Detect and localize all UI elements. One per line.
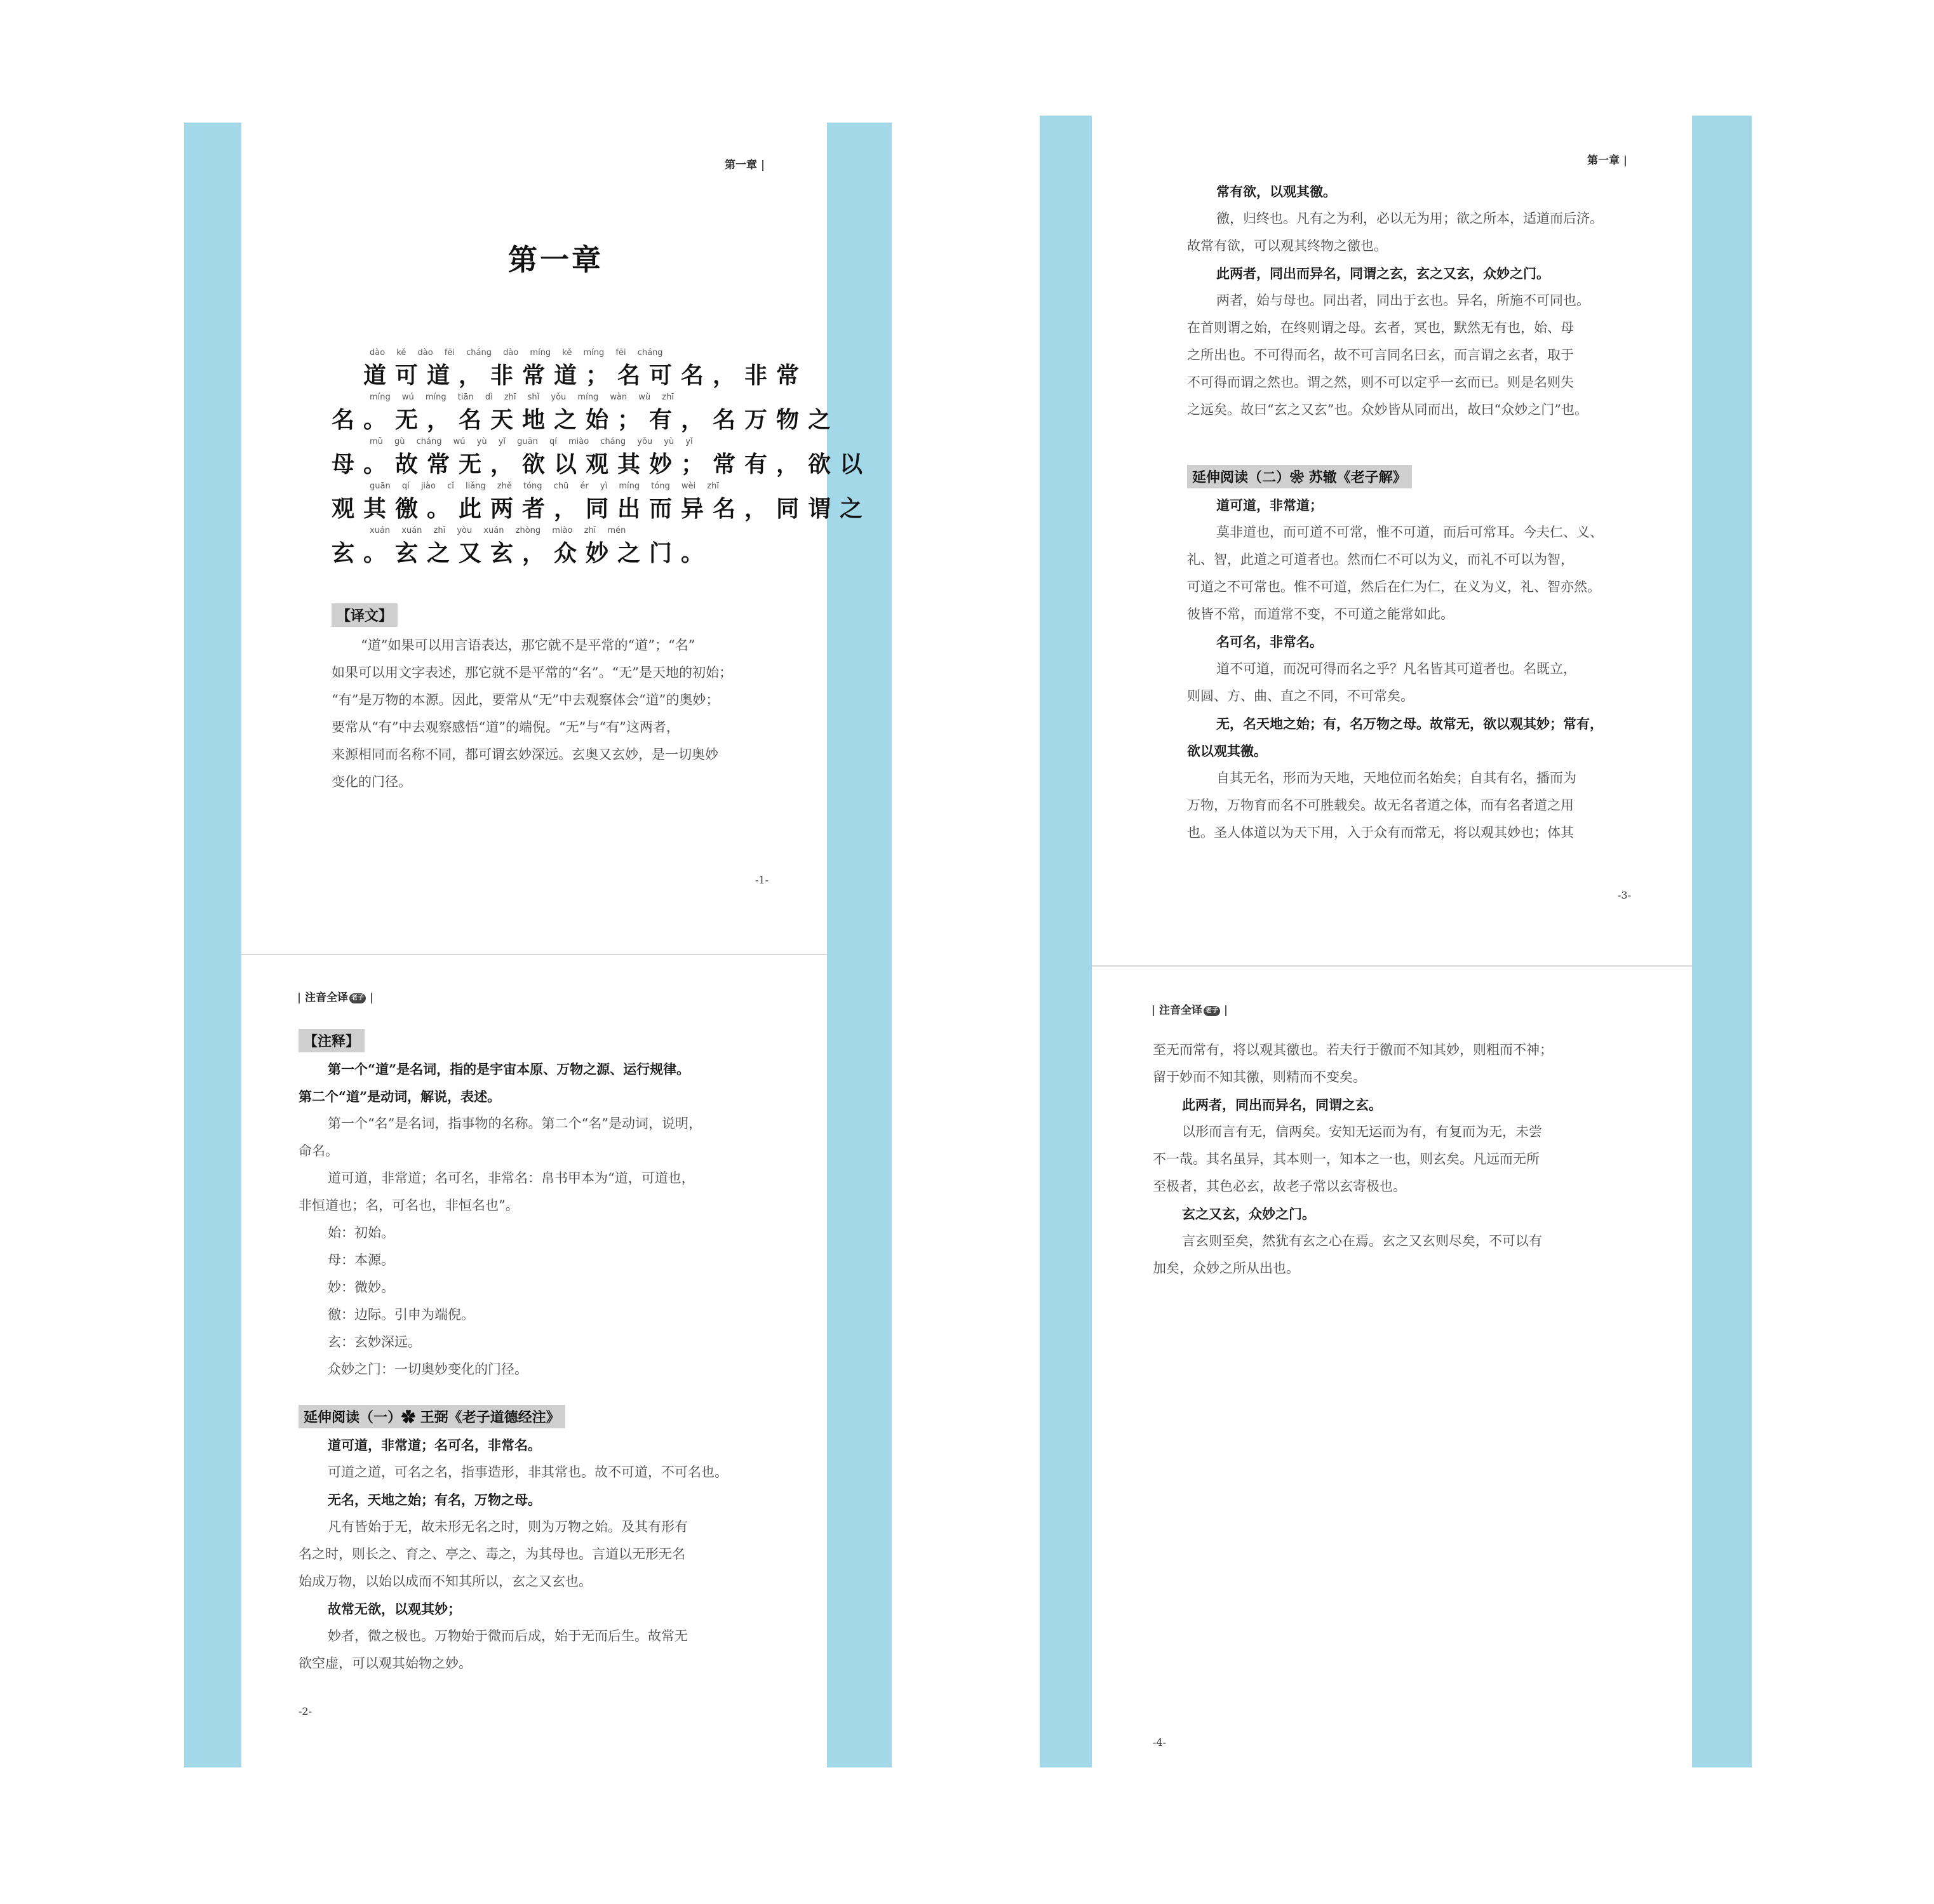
running-header bbox=[1587, 151, 1631, 167]
text-line: 礼、智，此道之可道者也。然而仁不可以为义，而礼不可以为智， bbox=[1187, 552, 1574, 567]
running-header-book bbox=[299, 988, 377, 1004]
text-line: 留于妙而不知其徼，则精而不变矣。 bbox=[1153, 1069, 1366, 1085]
text-line: 众妙之门：一切奥妙变化的门径。 bbox=[328, 1362, 528, 1377]
text-line: 玄之又玄，众妙之门。 bbox=[1182, 1206, 1315, 1222]
translation-line: “道”如果可以用言语表达，那它就不是平常的“道”；“名” bbox=[361, 638, 695, 653]
translation-label: 【译文】 bbox=[332, 603, 398, 627]
text-line: 无名，天地之始；有名，万物之母。 bbox=[328, 1492, 541, 1508]
text-line: 此两者，同出而异名，同谓之玄，玄之又玄，众妙之门。 bbox=[1216, 265, 1550, 281]
text-line: 以形而言有无，信两矣。安知无运而为有，有复而为无，未尝 bbox=[1182, 1124, 1542, 1139]
original-text-line bbox=[332, 392, 840, 437]
text-line: 可道之不可常也。惟不可道，然后在仁为仁，在义为义，礼、智亦然。 bbox=[1187, 579, 1601, 594]
page-3-body bbox=[1187, 178, 1644, 424]
text-line: 徼，归终也。凡有之为利，必以无为用；欲之所本，适道而后济。 bbox=[1216, 211, 1603, 226]
page-4-body bbox=[1153, 1036, 1610, 1282]
extended-reading-1-body bbox=[299, 1431, 756, 1677]
running-header-chapter: 第一章 bbox=[725, 159, 757, 171]
text-line: 两者，始与母也。同出者，同出于玄也。异名，所施不可同也。 bbox=[1216, 293, 1590, 308]
notes-body bbox=[299, 1056, 756, 1383]
book-logo-icon: 老子 bbox=[349, 993, 366, 1003]
original-text-pinyin: dào kě dào fēi cháng dào míng kě míng fēi cháng bbox=[370, 348, 663, 358]
text-line: 自其无名，形而为天地，天地位而名始矣；自其有名，播而为 bbox=[1216, 770, 1576, 786]
text-line: 凡有皆始于无，故未形无名之时，则为万物之始。及其有形有 bbox=[328, 1519, 688, 1534]
chapter-title: 第一章 bbox=[508, 243, 603, 277]
text-line: 欲以观其徼。 bbox=[1187, 743, 1267, 759]
text-line: 加矣，众妙之所从出也。 bbox=[1153, 1261, 1299, 1276]
original-text-line bbox=[332, 348, 809, 392]
translation-line: 变化的门径。 bbox=[332, 774, 412, 789]
text-line: 此两者，同出而异名，同谓之玄。 bbox=[1182, 1097, 1382, 1113]
text-line: 命名。 bbox=[299, 1143, 339, 1158]
text-line: 名可名，非常名。 bbox=[1216, 634, 1323, 650]
original-text-line bbox=[332, 526, 776, 570]
original-text-hanzi: 观其徼。此两者，同出而异名，同谓之 bbox=[332, 495, 872, 522]
text-line: 第二个“道”是动词，解说，表述。 bbox=[299, 1089, 501, 1104]
text-line: 常有欲，以观其徼。 bbox=[1216, 184, 1336, 199]
page-number: -2- bbox=[299, 1705, 312, 1717]
book-title: 注音全译 bbox=[1159, 1004, 1202, 1017]
text-line: 至极者，其色必玄，故老子常以玄寄极也。 bbox=[1153, 1179, 1406, 1194]
text-line: 故常无欲，以观其妙； bbox=[328, 1601, 461, 1617]
page-number: -1- bbox=[755, 874, 769, 886]
text-line: 道不可道，而况可得而名之乎？凡名皆其可道者也。名既立， bbox=[1216, 661, 1576, 676]
extended-reading-2-label: 延伸阅读（二）❀ 苏辙《老子解》 bbox=[1187, 465, 1412, 488]
original-text-pinyin: mǔ gù cháng wú yù yǐ guān qí miào cháng yǒu yù yǐ bbox=[370, 437, 693, 446]
notes-label: 【注释】 bbox=[299, 1029, 365, 1052]
page-1 bbox=[241, 123, 872, 954]
text-line: 欲空虚，可以观其始物之妙。 bbox=[299, 1656, 472, 1671]
text-line: 妙：微妙。 bbox=[328, 1280, 394, 1295]
original-text-pinyin: guān qí jiào cǐ liǎng zhě tóng chū ér yì míng tóng wèi zhī bbox=[370, 481, 719, 491]
page-number: -3- bbox=[1618, 889, 1631, 901]
text-line: 可道之道，可名之名，指事造形，非其常也。故不可道，不可名也。 bbox=[328, 1465, 728, 1480]
text-line: 莫非道也，而可道不可常，惟不可道，而后可常耳。今夫仁、义、 bbox=[1216, 525, 1603, 540]
text-line: 第一个“名”是名词，指事物的名称。第二个“名”是动词，说明， bbox=[328, 1116, 702, 1131]
text-line: 不一哉。其名虽异，其本则一，知本之一也，则玄矣。凡远而无所 bbox=[1153, 1151, 1540, 1167]
text-line: 徼：边际。引申为端倪。 bbox=[328, 1307, 474, 1322]
original-text-pinyin: míng wú míng tiān dì zhī shǐ yǒu míng wàn wù zhī bbox=[370, 392, 674, 402]
text-line: 在首则谓之始，在终则谓之母。玄者，冥也，默然无有也，始、母 bbox=[1187, 320, 1574, 335]
text-line: 至无而常有，将以观其徼也。若夫行于徼而不知其妙，则粗而不神； bbox=[1153, 1042, 1553, 1057]
text-line: 言玄则至矣，然犹有玄之心在焉。玄之又玄则尽矣，不可以有 bbox=[1182, 1233, 1542, 1249]
original-text-line bbox=[332, 437, 872, 481]
original-text bbox=[332, 348, 872, 570]
translation-body bbox=[332, 632, 776, 796]
right-strip-inner bbox=[1040, 116, 1092, 1767]
original-text-pinyin: xuán xuán zhī yòu xuán zhòng miào zhī mén bbox=[370, 526, 626, 535]
text-line: 则圆、方、曲、直之不同，不可常矣。 bbox=[1187, 688, 1414, 704]
text-line: 妙者，微之极也。万物始于微而后成，始于无而后生。故常无 bbox=[328, 1628, 688, 1644]
text-line: 万物，万物育而名不可胜载矣。故无名者道之体，而有名者道之用 bbox=[1187, 798, 1574, 813]
book-title: 注音全译 bbox=[305, 991, 348, 1004]
left-strip-inner bbox=[827, 123, 892, 1767]
right-strip-outer bbox=[1692, 116, 1752, 1767]
text-line: 第一个“道”是名词，指的是宇宙本原、万物之源、运行规律。 bbox=[328, 1061, 690, 1077]
text-line: 彼皆不常，而道常不变，不可道之能常如此。 bbox=[1187, 607, 1454, 622]
book-logo-icon: 老子 bbox=[1204, 1006, 1220, 1016]
original-text-hanzi: 名。无，名天地之始；有，名万物之 bbox=[332, 406, 840, 433]
left-strip-outer bbox=[184, 123, 241, 1767]
translation-line: 来源相同而名称不同，都可谓玄妙深远。玄奥又玄妙，是一切奥妙 bbox=[332, 747, 718, 762]
text-line: 始：初始。 bbox=[328, 1225, 394, 1240]
running-header bbox=[725, 156, 769, 171]
text-line: 也。圣人体道以为天下用，入于众有而常无，将以观其妙也；体其 bbox=[1187, 825, 1574, 840]
page-3 bbox=[1092, 116, 1692, 965]
running-header-chapter: 第一章 bbox=[1587, 154, 1620, 167]
text-line: 道可道，非常道；名可名，非常名：帛书甲本为“道，可道也， bbox=[328, 1170, 695, 1186]
text-line: 无，名天地之始；有，名万物之母。故常无，欲以观其妙；常有， bbox=[1216, 716, 1603, 732]
extended-reading-1-label: 延伸阅读（一）✿ 王弼《老子道德经注》 bbox=[299, 1405, 565, 1428]
page-number: -4- bbox=[1153, 1736, 1166, 1748]
translation-line: 要常从“有”中去观察感悟“道”的端倪。“无”与“有”这两者， bbox=[332, 720, 680, 735]
original-text-hanzi: 道可道，非常道；名可名，非常 bbox=[332, 362, 809, 389]
text-line: 不可得而谓之然也。谓之然，则不可以定乎一玄而已。则是名则失 bbox=[1187, 375, 1574, 390]
page-4 bbox=[1092, 967, 1692, 1767]
text-line: 玄：玄妙深远。 bbox=[328, 1334, 421, 1350]
text-line: 非恒道也；名，可名也，非恒名也”。 bbox=[299, 1198, 519, 1213]
text-line: 之远矣。故曰“玄之又玄”也。众妙皆从同而出，故曰“众妙之门”也。 bbox=[1187, 402, 1588, 417]
text-line: 始成万物，以始以成而不知其所以，玄之又玄也。 bbox=[299, 1574, 592, 1589]
text-line: 道可道，非常道；名可名，非常名。 bbox=[328, 1437, 541, 1453]
extended-reading-2-body bbox=[1187, 492, 1644, 847]
running-header-book bbox=[1153, 1001, 1232, 1017]
original-text-hanzi: 玄。玄之又玄，众妙之门。 bbox=[332, 540, 713, 567]
text-line: 故常有欲，可以观其终物之徼也。 bbox=[1187, 238, 1387, 253]
page-2 bbox=[241, 955, 827, 1767]
text-line: 名之时，则长之、育之、亭之、毒之，为其母也。言道以无形无名 bbox=[299, 1546, 685, 1562]
text-line: 母：本源。 bbox=[328, 1252, 394, 1268]
translation-line: 如果可以用文字表述，那它就不是平常的“名”。“无”是天地的初始； bbox=[332, 665, 732, 680]
original-text-hanzi: 母。故常无，欲以观其妙；常有，欲以 bbox=[332, 451, 872, 478]
original-text-line bbox=[332, 481, 872, 526]
text-line: 道可道，非常道； bbox=[1216, 497, 1323, 513]
translation-line: “有”是万物的本源。因此，要常从“无”中去观察体会“道”的奥妙； bbox=[332, 692, 720, 707]
text-line: 之所出也。不可得而名，故不可言同名曰玄，而言谓之玄者，取于 bbox=[1187, 347, 1574, 363]
